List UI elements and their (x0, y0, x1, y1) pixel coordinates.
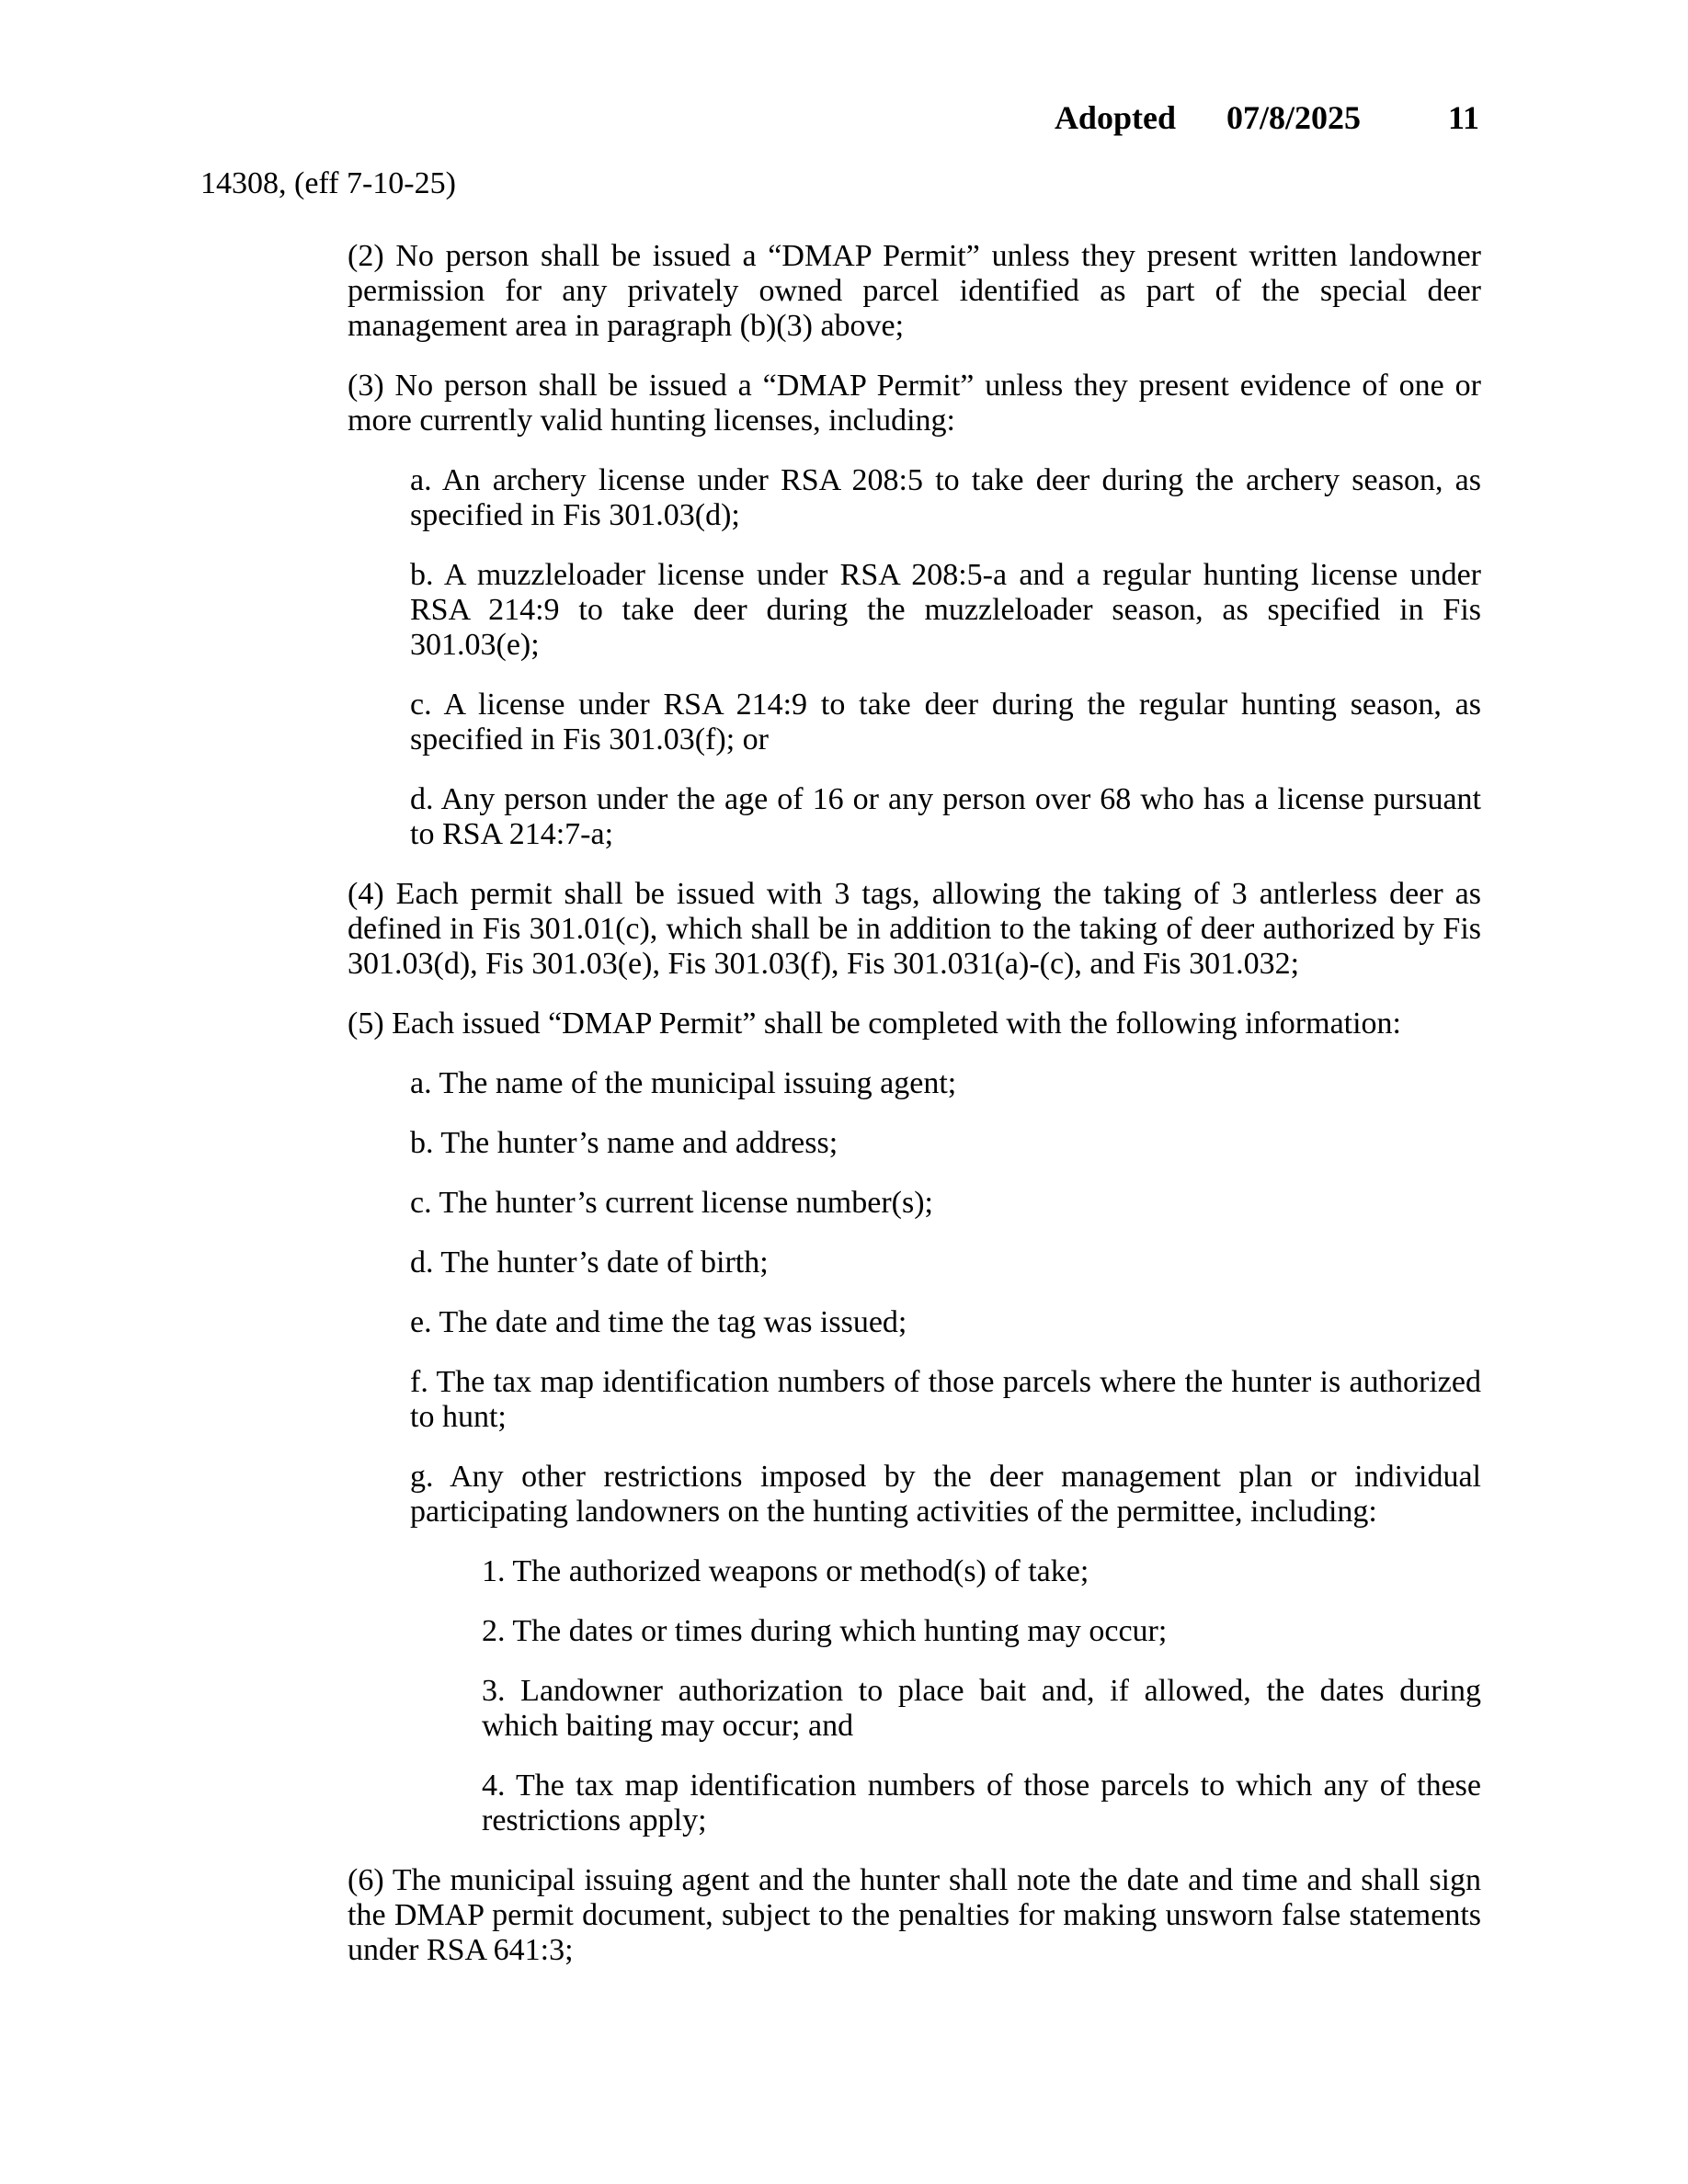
source-note: 14308, (eff 7-10-25) (200, 166, 456, 200)
paragraph-5: (5) Each issued “DMAP Permit” shall be completed with the following information: (348, 1007, 1402, 1041)
adoption-date: 07/8/2025 (1226, 99, 1361, 136)
paragraph-6: (6) The municipal issuing agent and the hunter shall note the date and time and shall sign the DMAP permit document, subject to the penalties for making unsworn false statements under RSA 641:3; (348, 1863, 1481, 1967)
paragraph-5-item-d: d. The hunter’s date of birth; (410, 1246, 769, 1280)
paragraph-5-item-c: c. The hunter’s current license number(s); (410, 1186, 933, 1220)
page-header (1055, 95, 1479, 141)
paragraph-5-item-a: a. The name of the municipal issuing agent; (410, 1066, 957, 1100)
paragraph-4: (4) Each permit shall be issued with 3 tags, allowing the taking of 3 antlerless deer as defined in Fis 301.01(c), which shall be in addition to the taking of deer authorized by Fis 301.03(d), Fis 301.03(e), Fis 301.03(f), Fis 301.031(a)-(c), and Fis 301.032; (348, 877, 1481, 981)
paragraph-5-item-f: f. The tax map identification numbers of those parcels where the hunter is authorized to hunt; (410, 1365, 1481, 1434)
document-body (348, 239, 1481, 1993)
paragraph-3: (3) No person shall be issued a “DMAP Permit” unless they present evidence of one or more currently valid hunting licenses, including: (348, 369, 1481, 438)
paragraph-5-g-item-2: 2. The dates or times during which hunting may occur; (482, 1614, 1168, 1648)
paragraph-5-item-b: b. The hunter’s name and address; (410, 1126, 838, 1160)
paragraph-5-item-e: e. The date and time the tag was issued; (410, 1305, 907, 1339)
adoption-status: Adopted (1054, 99, 1176, 136)
page-number: 11 (1447, 99, 1479, 136)
paragraph-3-item-c: c. A license under RSA 214:9 to take deer during the regular hunting season, as specified in Fis 301.03(f); or (410, 688, 1481, 756)
paragraph-3-item-a: a. An archery license under RSA 208:5 to take deer during the archery season, as specified in Fis 301.03(d); (410, 463, 1481, 532)
paragraph-5-g-item-3: 3. Landowner authorization to place bait and, if allowed, the dates during which baiting may occur; and (482, 1674, 1481, 1743)
paragraph-5-g-item-4: 4. The tax map identification numbers of those parcels to which any of these restrictions apply; (482, 1769, 1481, 1837)
paragraph-5-g-item-1: 1. The authorized weapons or method(s) of take; (482, 1554, 1089, 1588)
paragraph-3-item-b: b. A muzzleloader license under RSA 208:5-a and a regular hunting license under RSA 214:9 to take deer during the muzzleloader season, as specified in Fis 301.03(e); (410, 558, 1481, 662)
paragraph-5-item-g: g. Any other restrictions imposed by the deer management plan or individual participating landowners on the hunting activities of the permittee, including: (410, 1460, 1481, 1529)
paragraph-3-item-d: d. Any person under the age of 16 or any person over 68 who has a license pursuant to RSA 214:7-a; (410, 782, 1481, 851)
paragraph-2: (2) No person shall be issued a “DMAP Permit” unless they present written landowner permission for any privately owned parcel identified as part of the special deer management area in paragraph (b)(3) above; (348, 239, 1481, 343)
